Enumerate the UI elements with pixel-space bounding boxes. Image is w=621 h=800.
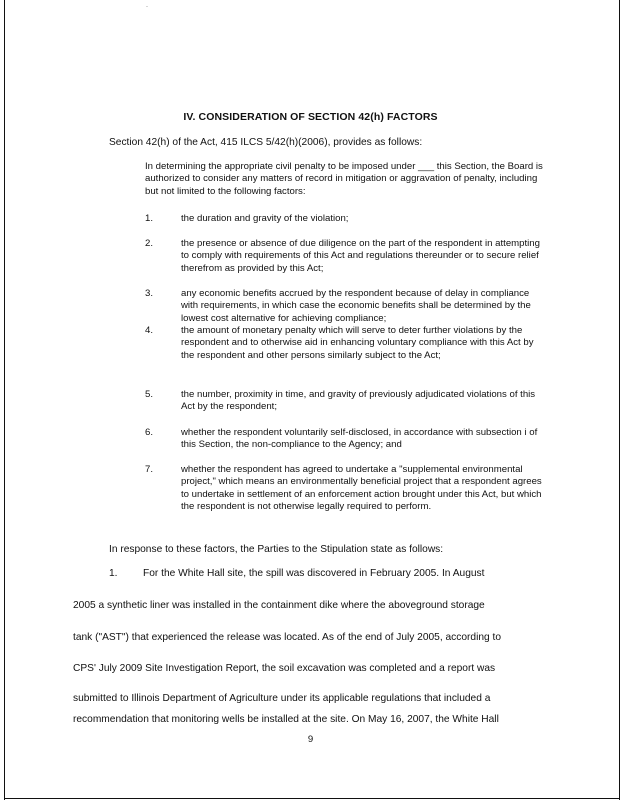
paragraph-line: recommendation that monitoring wells be installed at the site. On May 16, 2007, the White Hall [73,714,499,725]
factor-number: 6. [145,427,154,438]
factor-text: the amount of monetary penalty which will serve to deter further violations by the respondent and to otherwise aid in enhancing voluntary compliance with this Act by the respondent and other persons similarly subject to the Act; [181,325,534,361]
section-heading: IV. CONSIDERATION OF SECTION 42(h) FACTORS [183,111,438,123]
factor-number: 5. [145,389,154,400]
factor-text: whether the respondent voluntarily self-disclosed, in accordance with subsection i of this Section, the non-compliance to the Agency; and [181,427,538,451]
factor-text: the presence or absence of due diligence on the part of the respondent in attempting to comply with requirements of this Act and regulations thereunder or to secure relief therefrom as provided by this Act; [181,238,540,274]
factor-text: the number, proximity in time, and gravity of previously adjudicated violations of this Act by the respondent; [181,389,536,413]
paragraph-line: 2005 a synthetic liner was installed in the containment dike where the aboveground storage [73,600,485,611]
factor-number: 7. [145,464,154,475]
paragraph-text: For the White Hall site, the spill was discovered in February 2005. In August [143,568,485,579]
paragraph-number: 1. [109,568,118,579]
intro-sentence: Section 42(h) of the Act, 415 ILCS 5/42(h)(2006), provides as follows: [109,137,423,148]
page-number: 9 [307,734,314,745]
response-sentence: In response to these factors, the Parties to the Stipulation state as follows: [109,544,444,555]
paragraph-line: CPS' July 2009 Site Investigation Report, the soil excavation was completed and a report was [73,663,496,674]
factor-text: any economic benefits accrued by the respondent because of delay in compliance with requirements, in which case the economic benefits shall be determined by the lowest cost alternative for achieving compliance; [181,288,531,324]
factor-text: whether the respondent has agreed to undertake a "supplemental environmental project," which means an environmentally beneficial project that a respondent agrees to undertake in settlement of an enforcement action brought under this Act, but which the respondent is not otherwise legally required to perform. [181,464,542,512]
statute-quote: In determining the appropriate civil penalty to be imposed under ___ this Section, the Board is authorized to consider any matters of record in mitigation or aggravation of penalty, including but not limited to the following factors: [145,161,543,197]
paragraph-line: tank ("AST") that experienced the release was located. As of the end of July 2005, according to [73,632,501,643]
factor-number: 2. [145,238,154,249]
factor-number: 4. [145,325,154,336]
factor-text: the duration and gravity of the violation; [181,213,349,224]
scan-speck: · [146,4,148,10]
page-border-bottom [4,798,620,799]
factor-number: 3. [145,288,154,299]
factor-number: 1. [145,213,154,224]
paragraph-line: submitted to Illinois Department of Agriculture under its applicable regulations that included a [73,693,491,704]
paragraph-line [109,568,587,580]
